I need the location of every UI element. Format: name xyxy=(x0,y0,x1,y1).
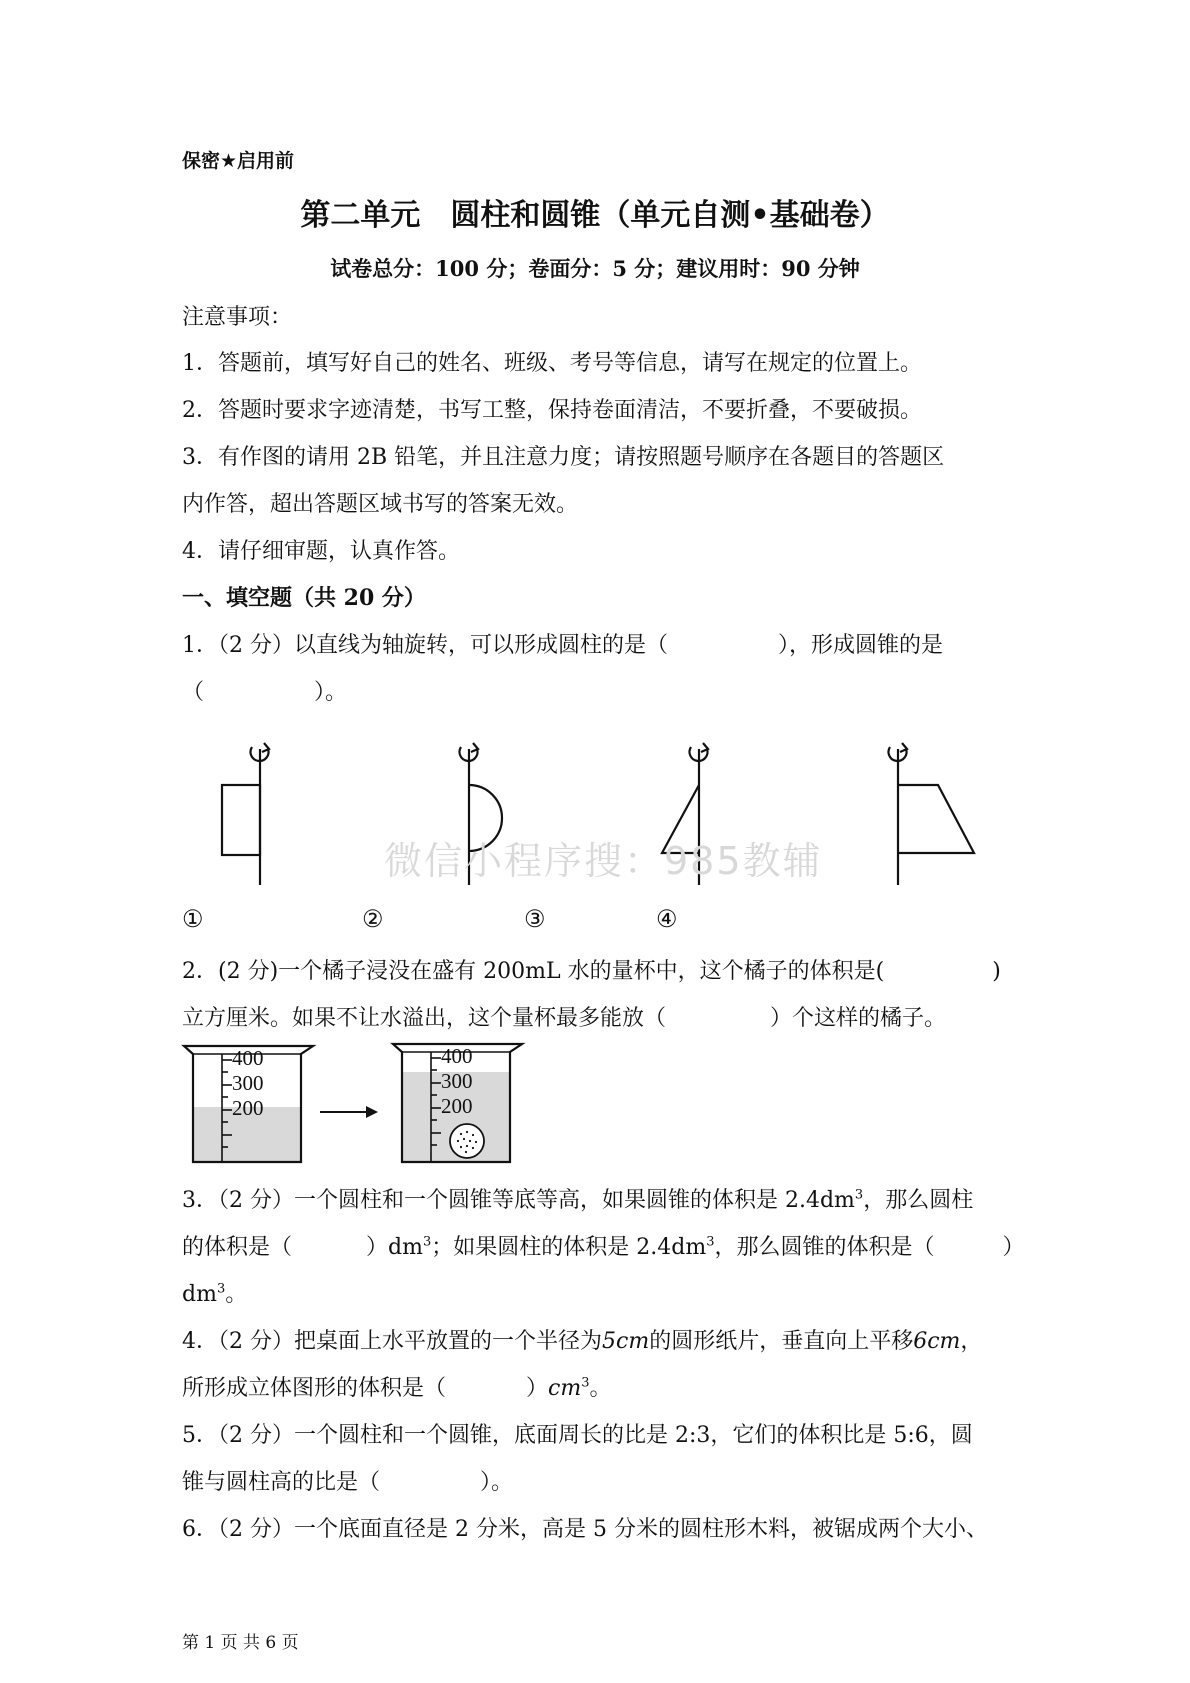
superscript: 3 xyxy=(706,1234,715,1250)
q2-text-d: ）个这样的橘子。 xyxy=(770,1006,947,1031)
question-4-line-2 xyxy=(182,1371,612,1402)
beaker-figure xyxy=(180,1040,540,1170)
q3-text-g: ） xyxy=(1002,1235,1025,1260)
question-3-line-2 xyxy=(182,1230,1025,1261)
figure-label-3: ③ xyxy=(524,905,546,933)
page-title: 第二单元 圆柱和圆锥（单元自测•基础卷） xyxy=(300,198,890,233)
q3-text-i: 。 xyxy=(225,1282,248,1307)
notice-item: 4．请仔细审题，认真作答。 xyxy=(182,539,460,564)
orange-icon xyxy=(450,1124,484,1158)
section-heading: 一、填空题（共 20 分） xyxy=(182,585,426,611)
question-1-line-1 xyxy=(182,628,943,659)
q1-text-a: 1．（2 分）以直线为轴旋转，可以形成圆柱的是（ xyxy=(182,633,668,658)
q4-unit: cm xyxy=(548,1376,582,1401)
q3-text-e: ；如果圆柱的体积是 2.4dm xyxy=(431,1235,707,1260)
q4-text-f: 所形成立体图形的体积是（ xyxy=(182,1376,447,1401)
page-footer: 第 1 页 共 6 页 xyxy=(182,1633,299,1653)
superscript: 3 xyxy=(422,1234,432,1250)
confidential-label: 保密★启用前 xyxy=(182,150,295,172)
watermark: 微信小程序搜：985教辅 xyxy=(384,839,823,883)
figure-label-2: ② xyxy=(362,905,384,933)
question-5-line-2 xyxy=(182,1465,513,1496)
q2-text-b: ) xyxy=(992,959,1001,984)
superscript: 3 xyxy=(854,1187,864,1203)
question-1-line-2 xyxy=(182,675,347,706)
question-3-line-3 xyxy=(182,1277,247,1308)
q3-text-h: dm xyxy=(182,1282,217,1307)
question-2-line-2 xyxy=(182,1001,946,1032)
tick-label-400: 400 xyxy=(441,1044,473,1068)
tick-label-200: 200 xyxy=(232,1096,264,1120)
tick-label-300: 300 xyxy=(232,1071,264,1095)
figure-label-1: ① xyxy=(182,905,204,933)
superscript: 3 xyxy=(581,1375,590,1391)
q3-text-b: ，那么圆柱 xyxy=(863,1188,974,1213)
q5-text-c: ）。 xyxy=(480,1470,514,1495)
q3-text-c: 的体积是（ xyxy=(182,1235,293,1260)
notice-item: 内作答，超出答题区域书写的答案无效。 xyxy=(182,492,579,517)
q4-text-g: ） xyxy=(526,1376,549,1401)
q5-text-b: 锥与圆柱高的比是（ xyxy=(182,1470,381,1495)
notice-item: 3．有作图的请用 2B 铅笔，并且注意力度；请按照题号顺序在各题目的答题区 xyxy=(182,445,945,470)
question-6-line-1: 6．（2 分）一个底面直径是 2 分米，高是 5 分米的圆柱形木料，被锯成两个大小、 xyxy=(182,1517,988,1542)
q3-text-d: ）dm xyxy=(366,1235,423,1260)
notice-heading: 注意事项： xyxy=(182,305,293,330)
question-2-line-1 xyxy=(182,954,1001,985)
q4-text-a: 4．（2 分）把桌面上水平放置的一个半径为 xyxy=(182,1329,602,1354)
q4-text-c: 的圆形纸片，垂直向上平移 xyxy=(649,1329,914,1354)
question-4-line-1 xyxy=(182,1324,982,1355)
tick-label-300: 300 xyxy=(441,1069,473,1093)
q1-text-c: （ xyxy=(182,680,205,705)
q1-text-b: ），形成圆锥的是 xyxy=(778,633,944,658)
q4-text-i: 。 xyxy=(589,1376,612,1401)
q2-text-c: 立方厘米。如果不让水溢出，这个量杯最多能放（ xyxy=(182,1006,667,1031)
q4-text-e: ， xyxy=(960,1329,983,1354)
q3-text-a: 3．（2 分）一个圆柱和一个圆锥等底等高，如果圆锥的体积是 2.4dm xyxy=(182,1188,855,1213)
q4-distance: 6cm xyxy=(913,1329,961,1354)
q3-text-f: ，那么圆锥的体积是（ xyxy=(714,1235,935,1260)
exam-info: 试卷总分：100 分；卷面分：5 分；建议用时：90 分钟 xyxy=(330,256,860,281)
q4-radius: 5cm xyxy=(602,1329,650,1354)
tick-label-400: 400 xyxy=(232,1046,264,1070)
arrow xyxy=(320,1106,378,1118)
figure-label-4: ④ xyxy=(656,905,678,933)
figure-rectangle xyxy=(222,743,269,885)
question-3-line-1 xyxy=(182,1183,973,1214)
beaker-after xyxy=(393,1044,522,1162)
notice-item: 2．答题时要求字迹清楚，书写工整，保持卷面清洁，不要折叠，不要破损。 xyxy=(182,398,922,423)
q2-text-a: 2．(2 分)一个橘子浸没在盛有 200mL 水的量杯中，这个橘子的体积是( xyxy=(182,959,885,984)
q1-text-d: ）。 xyxy=(314,680,348,705)
question-5-line-1: 5．（2 分）一个圆柱和一个圆锥，底面周长的比是 2:3，它们的体积比是 5:6，圆 xyxy=(182,1423,973,1448)
figure-trapezoid xyxy=(889,743,974,885)
notice-item: 1．答题前，填写好自己的姓名、班级、考号等信息，请写在规定的位置上。 xyxy=(182,351,922,376)
beaker-before xyxy=(184,1046,313,1162)
tick-label-200: 200 xyxy=(441,1094,473,1118)
superscript: 3 xyxy=(216,1281,226,1297)
